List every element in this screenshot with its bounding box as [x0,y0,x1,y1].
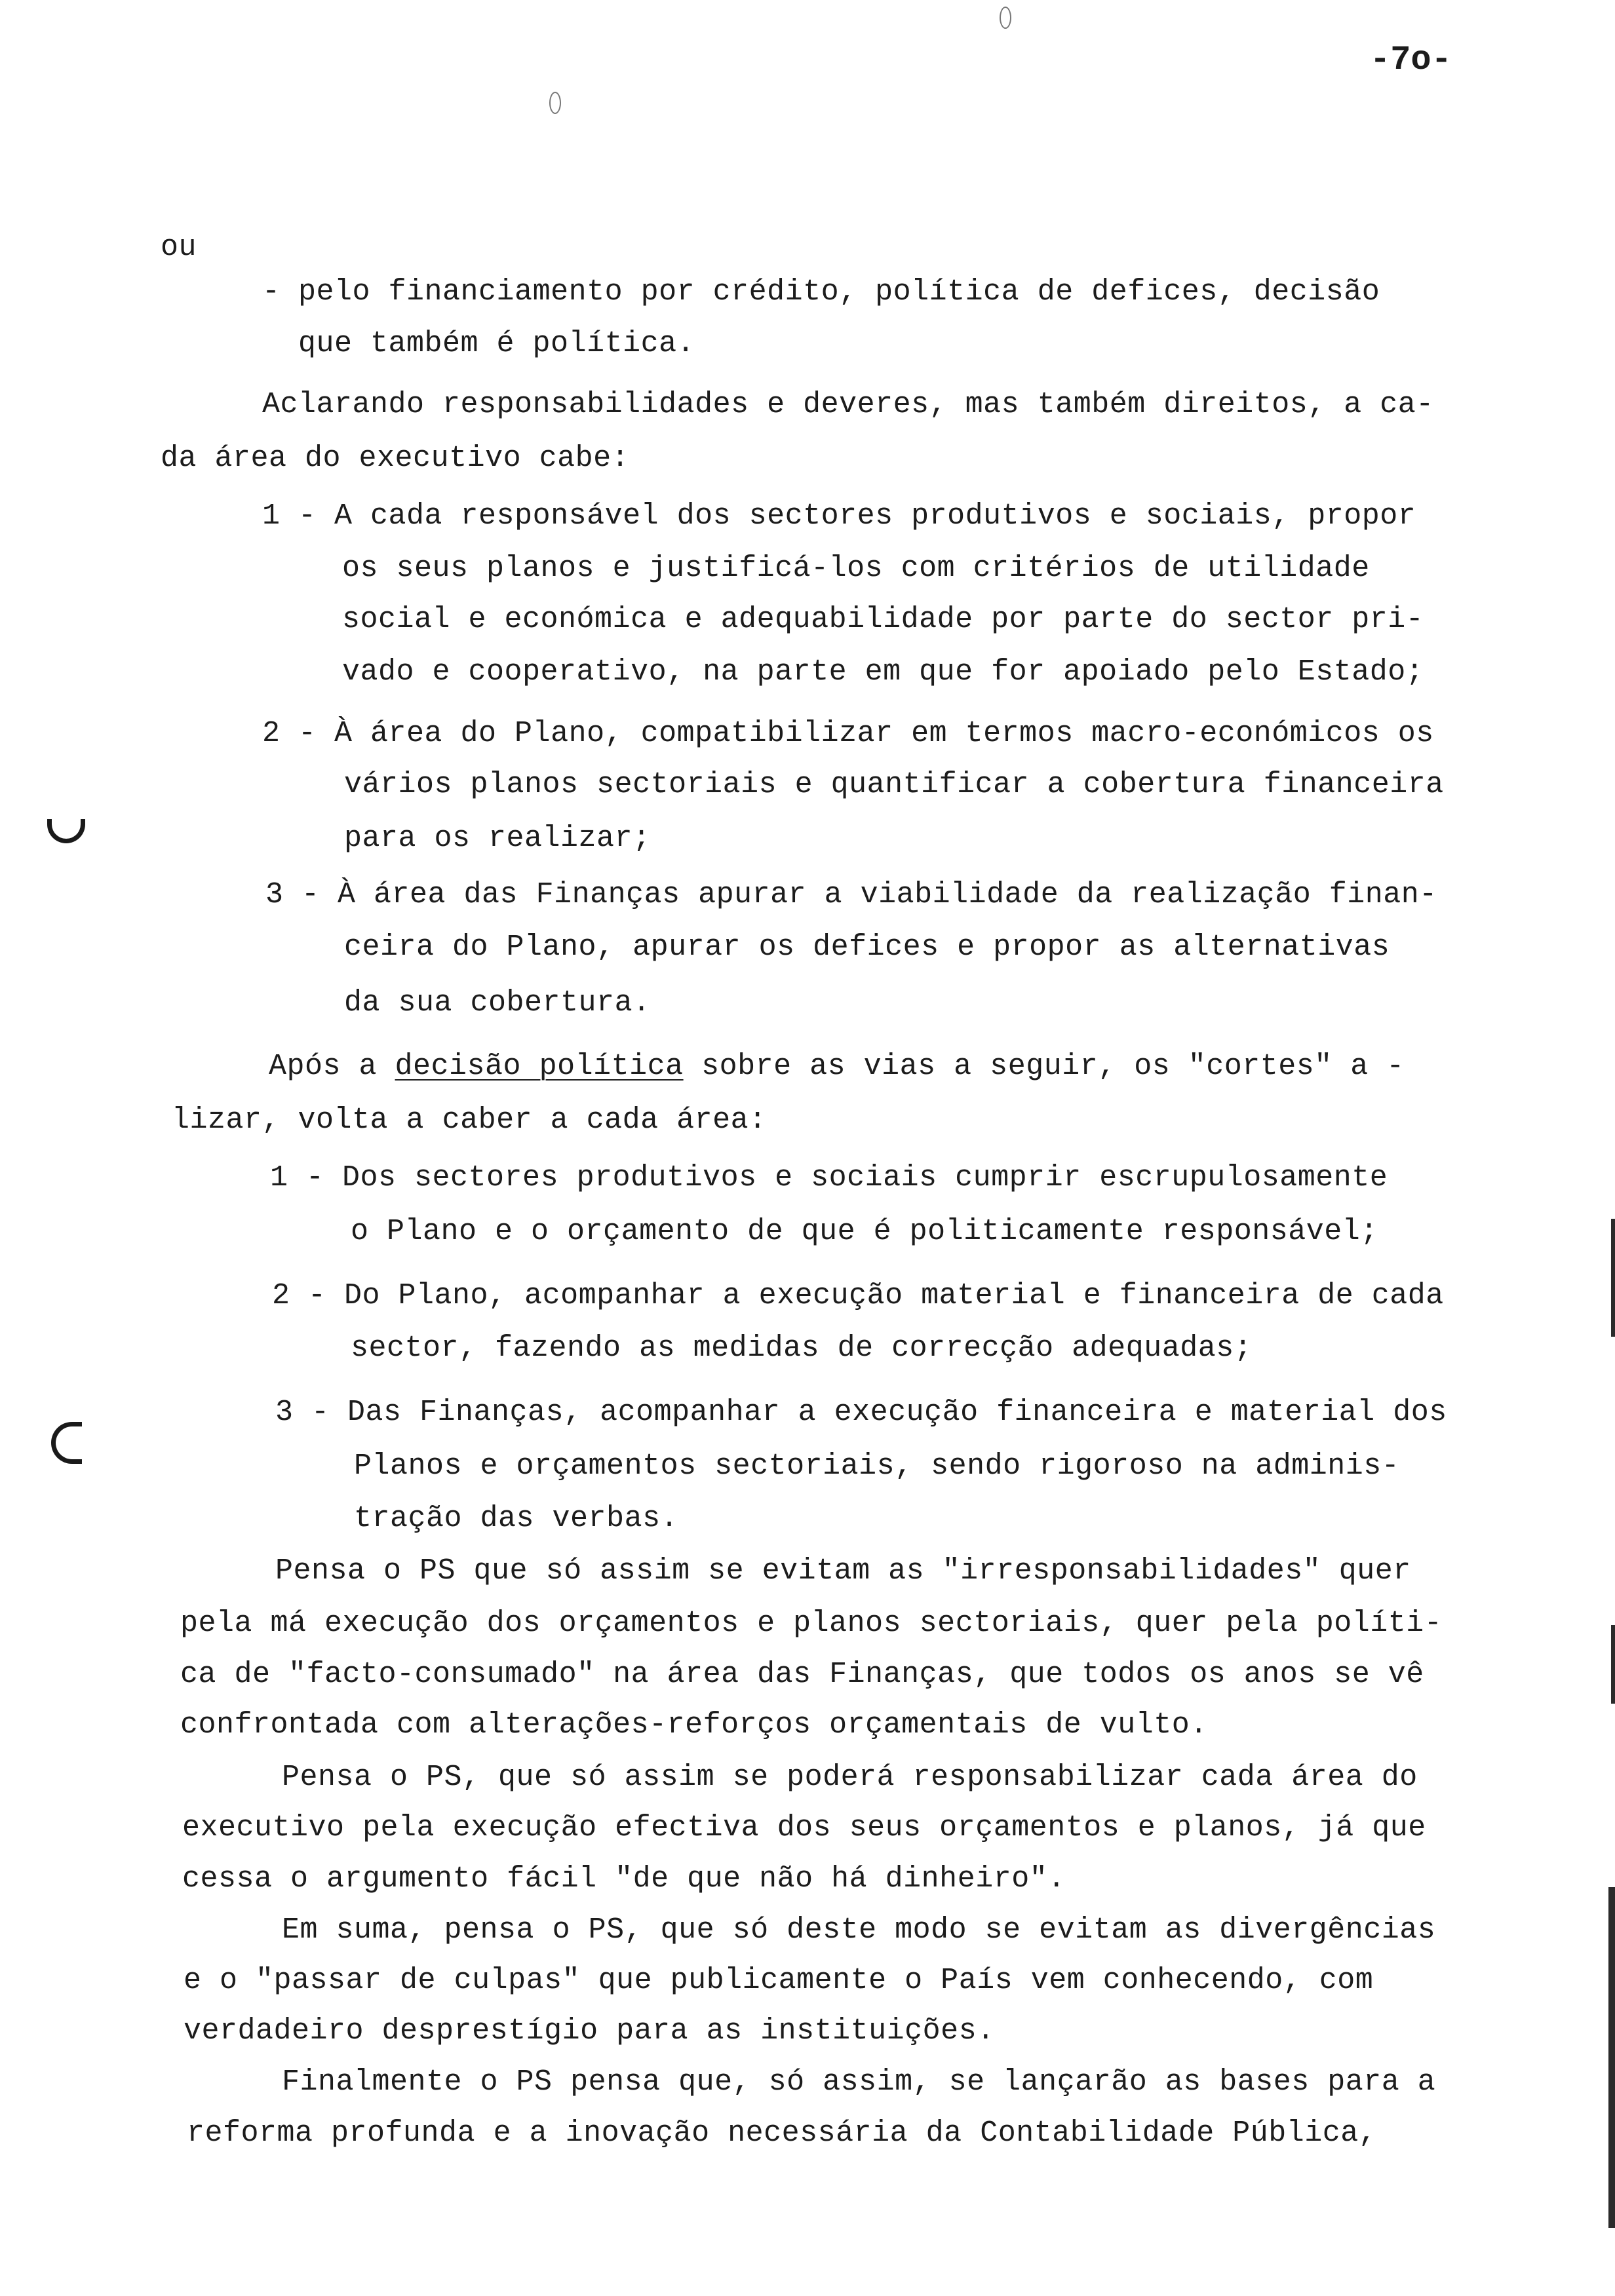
text-line: para os realizar; [344,822,651,855]
punch-hole-mark [47,819,85,843]
text-line: lizar, volta a caber a cada área: [172,1103,767,1137]
text-line: 2 - À área do Plano, compatibilizar em termos macro-económicos os [262,717,1434,750]
scan-edge-mark [1611,1219,1615,1337]
text-line: 3 - Das Finanças, acompanhar a execução financeira e material dos [275,1396,1447,1429]
text-line: 3 - À área das Finanças apurar a viabilidade da realização finan- [265,878,1437,911]
text-line: e o "passar de culpas" que publicamente o País vem conhecendo, com [184,1964,1374,1997]
text-line: 1 - A cada responsável dos sectores produtivos e sociais, propor [262,499,1416,533]
text-line: executivo pela execução efectiva dos seus orçamentos e planos, já que [182,1811,1426,1845]
text-segment: sobre as vias a seguir, os "cortes" a - [683,1050,1405,1083]
text-line: Finalmente o PS pensa que, só assim, se lançarão as bases para a [282,2065,1436,2099]
punch-hole-mark [51,1422,82,1464]
text-line: reforma profunda e a inovação necessária da Contabilidade Pública, [187,2116,1377,2150]
text-line: cessa o argumento fácil "de que não há dinheiro". [182,1862,1066,1896]
text-line: Pensa o PS que só assim se evitam as "irresponsabilidades" quer [275,1554,1411,1588]
text-line: Pensa o PS, que só assim se poderá responsabilizar cada área do [282,1761,1418,1794]
page-number: -7o- [1370,41,1452,79]
scan-smudge [1000,7,1011,29]
text-line: ou [161,231,197,264]
text-line: Em suma, pensa o PS, que só deste modo se evitam as divergências [282,1913,1436,1947]
text-line: ceira do Plano, apurar os defices e propor as alternativas [344,930,1390,964]
text-line: verdadeiro desprestígio para as instituições. [184,2014,995,2048]
text-line: o Plano e o orçamento de que é politicamente responsável; [351,1215,1378,1248]
text-line: sector, fazendo as medidas de correcção adequadas; [351,1331,1253,1365]
text-line: Planos e orçamentos sectoriais, sendo rigoroso na adminis- [354,1449,1400,1483]
text-line: 2 - Do Plano, acompanhar a execução material e financeira de cada [272,1279,1444,1312]
text-line: social e económica e adequabilidade por parte do sector pri- [342,603,1424,636]
text-line: vado e cooperativo, na parte em que for apoiado pelo Estado; [342,655,1424,689]
text-line: que também é política. [298,327,695,360]
scan-edge-mark [1611,1625,1615,1704]
text-line: confrontada com alterações-reforços orçamentais de vulto. [180,1708,1208,1742]
text-line: pela má execução dos orçamentos e planos sectoriais, quer pela políti- [180,1607,1443,1640]
text-line: - pelo financiamento por crédito, política de defices, decisão [262,275,1380,309]
text-line: 1 - Dos sectores produtivos e sociais cumprir escrupulosamente [270,1161,1388,1195]
text-line: Aclarando responsabilidades e deveres, mas também direitos, a ca- [262,388,1434,421]
text-line: tração das verbas. [354,1502,679,1535]
text-line: os seus planos e justificá-los com critérios de utilidade [342,552,1370,585]
text-segment: Após a [269,1050,395,1083]
text-line: ca de "facto-consumado" na área das Finanças, que todos os anos se vê [180,1658,1424,1691]
text-line: da área do executivo cabe: [161,442,630,475]
text-line [269,1048,1405,1085]
scan-smudge [549,92,561,114]
text-line: vários planos sectoriais e quantificar a cobertura financeira [344,768,1444,801]
scan-edge-mark [1608,1887,1615,2228]
text-line: da sua cobertura. [344,986,651,1020]
underlined-phrase: decisão política [395,1050,684,1083]
